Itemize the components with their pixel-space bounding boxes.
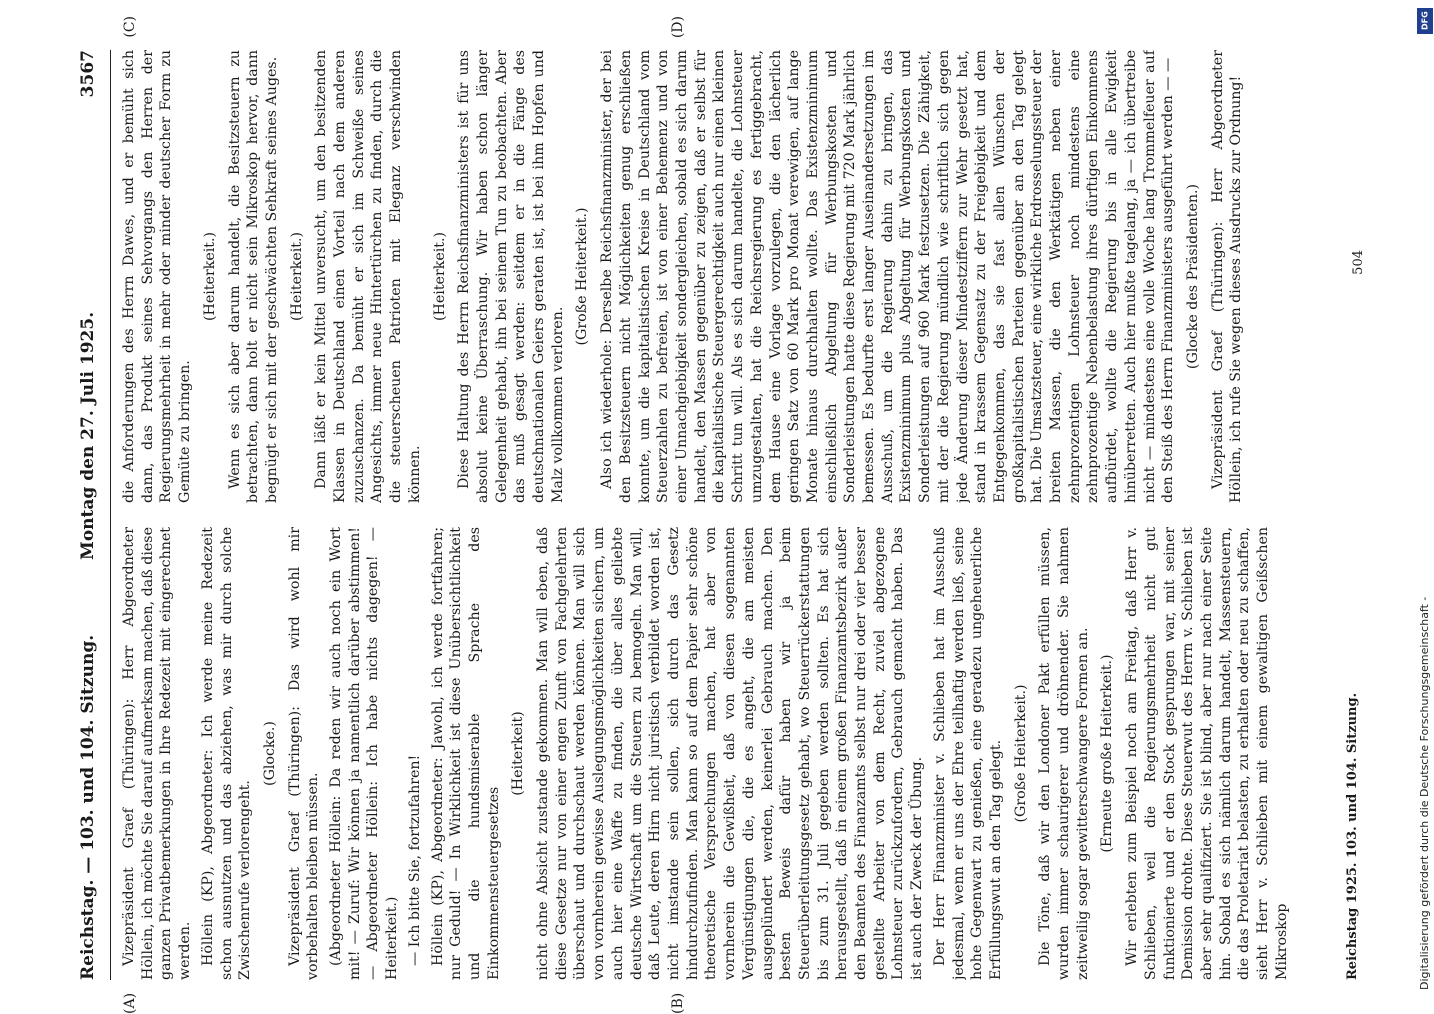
- running-head: [70, 50, 111, 980]
- paragraph: Vizepräsident Graef (Thüringen): Das wird wohl mir vorbehalten bleiben müssen.: [286, 527, 322, 980]
- running-head-left: Reichstag. — 103. und 104. Sitzung.: [78, 634, 98, 980]
- running-head-date: Montag den 27. Juli 1925.: [78, 311, 98, 560]
- stage-direction: (Heiterkeit): [510, 711, 527, 796]
- paragraph: nicht ohne Absicht zustande gekommen. Man will eben, daß diese Gesetze nur von einer engen Zunft von Fachgelehrten überschaut und durchschaut werden können. Man will sich von vornherein gewisse Auslegungsmöglichkeiten sichern, um auch hier eine Waffe zu finden, die über alles geliebte deutsche Wirtschaft um die Steuern zu bemogeln. Man will, daß Leute, deren Hirn nicht juristisch verbildet worden ist, nicht imstande sein sollen, sich durch das Gesetz hindurchzufinden. Man kann so auf dem Papier sehr schöne theoretische Versprechungen machen, hat aber von vornherein die Gewißheit, daß von diesen sogenannten Vergünstigungen die, die es angeht, die am meisten ausgeplündert werden, keinerlei Gebrauch machen. Den besten Beweis dafür haben wir ja beim Steuerüberleitungsgesetz gehabt, wo Steuerrückerstattungen bis zum 31. Juli gegeben werden sollten. Es hat sich herausgestellt, daß in einem großen Finanzamtsbezirk außer den Beamten des Finanzamts selbst nur drei oder vier besser gestellte Arbeiter von dem Recht, zuviel abgezogene Lohnsteuer zurückzufordern, Gebrauch gemacht haben. Das ist auch der Zweck der Übung.: [535, 527, 926, 980]
- paragraph: Der Herr Finanzminister v. Schlieben hat im Ausschuß jedesmal, wenn er uns der Ehre teilhaftig werden ließ, seine hohe Gegenwart zu genießen, eine geradezu ungeheuerliche Erfüllungswut an den Tag gelegt.: [931, 527, 1004, 980]
- margin-mark-d: (D): [670, 16, 686, 39]
- page-number: 3567: [78, 50, 98, 98]
- stage-direction: (Erneute große Heiterkeit.): [1099, 654, 1116, 853]
- column-right: [120, 50, 1330, 503]
- stage-direction: (Heiterkeit.): [288, 232, 305, 321]
- stage-direction: (Große Heiterkeit.): [574, 207, 591, 346]
- paragraph: Die Töne, daß wir den Londoner Pakt erfüllen müssen, wurden immer schaurigerer und dröhnender. Sie nahmen zeitweilig sogar gewitterschwangere Formen an.: [1037, 527, 1091, 980]
- margin-mark-b: (B): [670, 992, 686, 1014]
- stage-direction: (Heiterkeit.): [431, 232, 448, 321]
- stage-direction: (Glocke des Präsidenten.): [1184, 183, 1201, 370]
- stage-direction: (Glocke.): [261, 721, 278, 786]
- column-left: [120, 527, 1330, 980]
- paragraph: Höllein (KP), Abgeordneter: Ich werde meine Redezeit schon ausnutzen und das abziehen, was mir durch solche Zwischenrufe verlorengeht.: [199, 527, 254, 980]
- text-columns: [120, 50, 1330, 980]
- paragraph: (Abgeordneter Höllein: Da reden wir auch noch ein Wort mit! — Zuruf: Wir können ja namentlich darüber abstimmen! — Abgeordneter Höllein: Ich habe nichts dagegen! — Heiterkeit.): [328, 527, 401, 980]
- paragraph: Vizepräsident Graef (Thüringen): Herr Abgeordneter Höllein, ich rufe Sie wegen dieses Ausdrucks zur Ordnung!: [1209, 50, 1245, 503]
- paragraph: — Ich bitte Sie, fortzufahren!: [406, 754, 423, 966]
- paragraph: Wenn es sich aber darum handelt, die Besitzsteuern zu betrachten, dann holt er nicht sein Mikroskop hervor, dann begnügt er sich mit der geschwächten Sehkraft seines Auges.: [226, 50, 280, 503]
- rotated-page: [70, 16, 1390, 1014]
- paragraph: Wir erlebten zum Beispiel noch am Freitag, daß Herr v. Schlieben, weil die Regierungsmehrheit nicht gut funktionierte und er den Stock gesprungen war, mit seiner Demission drohte. Diese Steuerwut des Herrn v. Schlieben ist aber sehr qualifiziert. Sie ist blind, aber nur nach einer Seite hin. Sobald es sich nämlich darum handelt, Massensteuern, die das Proletariat belasten, zu erhalten oder neu zu schaffen, sieht Herr v. Schlieben mit einem gewaltigen Geißschen Mikroskop: [1124, 527, 1290, 980]
- dfg-logo: DFG: [1417, 8, 1433, 34]
- paragraph: die Anforderungen des Herrn Dawes, und er bemüht sich dann, das Produkt seines Sehvorgangs den Herren der Regierungsmehrheit in mehr oder minder deutscher Form zu Gemüte zu bringen.: [121, 50, 194, 503]
- paragraph: Vizepräsident Graef (Thüringen): Herr Abgeordneter Höllein, ich möchte Sie darauf aufmerksam machen, daß diese ganzen Privatbemerkungen in Ihre Redezeit mit eingerechnet werden.: [121, 527, 194, 980]
- paragraph: Dann läßt er kein Mittel unversucht, um den besitzenden Klassen in Deutschland einen Vorteil nach dem anderen zuzuschanzen. Da bemüht er sich im Schweiße seines Angesichts, immer neue Hintertürchen zu finden, durch die die steuerscheuen Patrioten mit Eleganz verschwinden können.: [313, 50, 423, 503]
- paragraph: Höllein (KP), Abgeordneter: Jawohl, ich werde fortfahren; nur Geduld! — In Wirklichkeit ist diese Unübersichtlichkeit und die hundsmiserable Sprache des Einkommensteuergesetzes: [429, 527, 502, 980]
- stage-direction: (Heiterkeit.): [201, 232, 218, 321]
- margin-mark-c: (C): [122, 16, 138, 38]
- page-footer: Reichstag 1925. 103. und 104. Sitzung.: [1345, 692, 1360, 980]
- page-content: [70, 16, 1390, 1014]
- stage-direction: (Große Heiterkeit.): [1012, 684, 1029, 823]
- paragraph: Also ich wiederhole: Derselbe Reichsfinanzminister, der bei den Besitzsteuern nicht Möglichkeiten genug erschließen konnte, um die kapitalistischen Kreise in Deutschland vom Steuerzahlen zu befreien, ist von einer Behemenz und von einer Unnachgiebigkeit sondergleichen, sobald es sich darum handelt, den Massen gegenüber zu zeigen, daß er selbst für die kapitalistische Steuergerechtigkeit auch nur einen kleinen Schritt tun will. Als es sich darum handelte, die Lohnsteuer umzugestalten, hat die Reichsregierung es fertiggebracht, dem Hause eine Vorlage vorzulegen, die den lächerlich geringen Satz von 60 Mark pro Monat verewigen, auf lange Monate hinaus durchhalten wollte. Das Existenzminimum einschließlich Abgeltung für Werbungskosten und Sonderleistungen hatte diese Regierung mit 720 Mark jährlich bemessen. Es bedurfte erst langer Auseinandersetzungen im Ausschuß, um die Regierung dahin zu bringen, das Existenzminimum plus Abgeltung für Werbungskosten und Sonderleistungen auf 960 Mark festzusetzen. Die Zähigkeit, mit der die Regierung mündlich wie schriftlich sich gegen jede Änderung dieser Mindestziffern zur Wehr gesetzt hat, stand in krassem Gegensatz zu der Freigebigkeit und dem Entgegenkommen, das sie fast allen Wünschen der großkapitalistischen Parteien gegenüber an den Tag gelegt hat. Die Umsatzsteuer, eine wirkliche Erdrosselungssteuer der breiten Massen, die den Werktätigen neben einer zehnprozentigen Lohnsteuer noch mindestens eine zehnprozentige Nebenbelastung ihres dürftigen Einkommens aufbürdet, wollte die Regierung bis in alle Ewigkeit hinüberretten. Auch hier mußte tagelang, ja — ich übertreibe nicht — mindestens eine volle Woche lang Trommelfeuer auf den Steiß des Herrn Finanzministers ausgeführt werden — —: [599, 50, 1177, 503]
- margin-mark-a: (A): [122, 992, 138, 1014]
- folio-number: 504: [1351, 250, 1366, 275]
- digitization-note: Digitalisierung gefördert durch die Deutsche Forschungsgemeinschaft -: [1418, 596, 1431, 990]
- paragraph: Diese Haltung des Herrn Reichsfinanzministers ist für uns absolut keine Überraschung. Wir haben schon länger Gelegenheit gehabt, ihn bei seinem Tun zu beobachten. Aber das muß gesagt werden: seitdem er in die Fänge des deutschnationalen Geiers geraten ist, ist bei ihm Hopfen und Malz vollkommen verloren.: [456, 50, 566, 503]
